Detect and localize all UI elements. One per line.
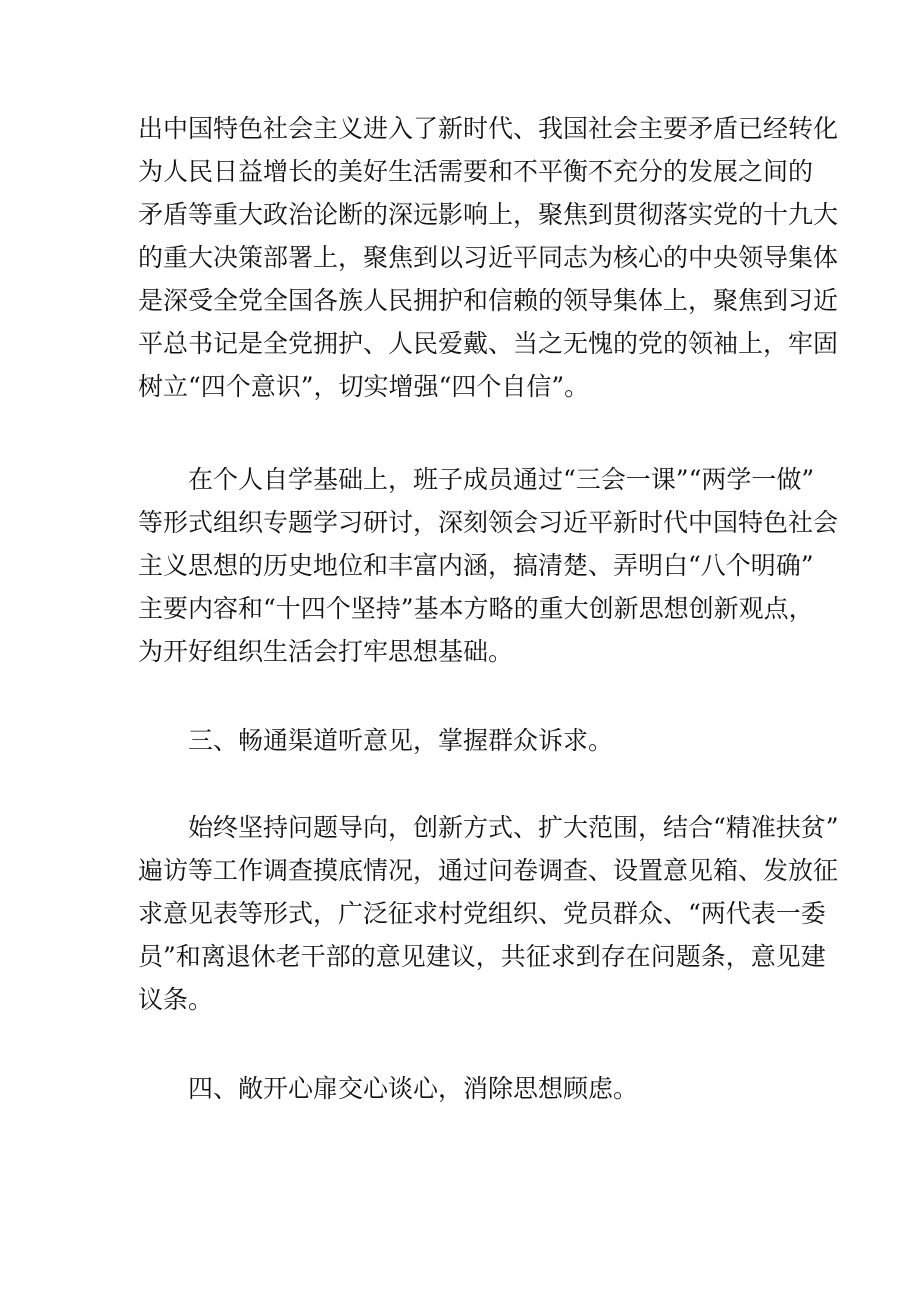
text-line: 为开好组织生活会打牢思想基础。 <box>138 637 514 666</box>
section-heading-3 <box>138 719 798 762</box>
text-line: 主要内容和“十四个坚持”基本方略的重大创新思想创新观点， <box>138 594 814 623</box>
text-line: 矛盾等重大政治论断的深远影响上，聚焦到贯彻落实党的十九大 <box>138 200 839 229</box>
text-line: 主义思想的历史地位和丰富内涵，搞清楚、弄明白“八个明确” <box>138 551 814 580</box>
text-line: 在个人自学基础上，班子成员通过“三会一课”“两学一做” <box>188 465 815 494</box>
text-line: 是深受全党全国各族人民拥护和信赖的领导集体上，聚焦到习近 <box>138 286 839 315</box>
paragraph-4 <box>138 806 839 1021</box>
text-line: 等形式组织专题学习研讨，深刻领会习近平新时代中国特色社会 <box>138 508 839 537</box>
text-line: 三、畅通渠道听意见，掌握群众诉求。 <box>188 726 614 755</box>
text-line: 议条。 <box>138 985 214 1014</box>
paragraph-2 <box>138 458 839 673</box>
text-line: 始终坚持问题导向，创新方式、扩大范围，结合“精准扶贫” <box>188 813 839 842</box>
text-line: 为人民日益增长的美好生活需要和不平衡不充分的发展之间的 <box>138 157 814 186</box>
text-line: 员”和离退休老干部的意见建议，共征求到存在问题条，意见建 <box>138 942 826 971</box>
text-line: 四、敞开心扉交心谈心，消除思想顾虑。 <box>188 1074 639 1103</box>
text-line: 求意见表等形式，广泛征求村党组织、党员群众、“两代表一委 <box>138 899 826 928</box>
text-line: 树立“四个意识”，切实增强“四个自信”。 <box>138 372 590 401</box>
section-heading-4 <box>138 1067 798 1110</box>
text-line: 的重大决策部署上，聚焦到以习近平同志为核心的中央领导集体 <box>138 243 839 272</box>
text-line: 出中国特色社会主义进入了新时代、我国社会主要矛盾已经转化 <box>138 114 839 143</box>
paragraph-1 <box>138 107 839 408</box>
text-line: 遍访等工作调查摸底情况，通过问卷调查、设置意见箱、发放征 <box>138 856 839 885</box>
text-line: 平总书记是全党拥护、人民爱戴、当之无愧的党的领袖上，牢固 <box>138 329 839 358</box>
